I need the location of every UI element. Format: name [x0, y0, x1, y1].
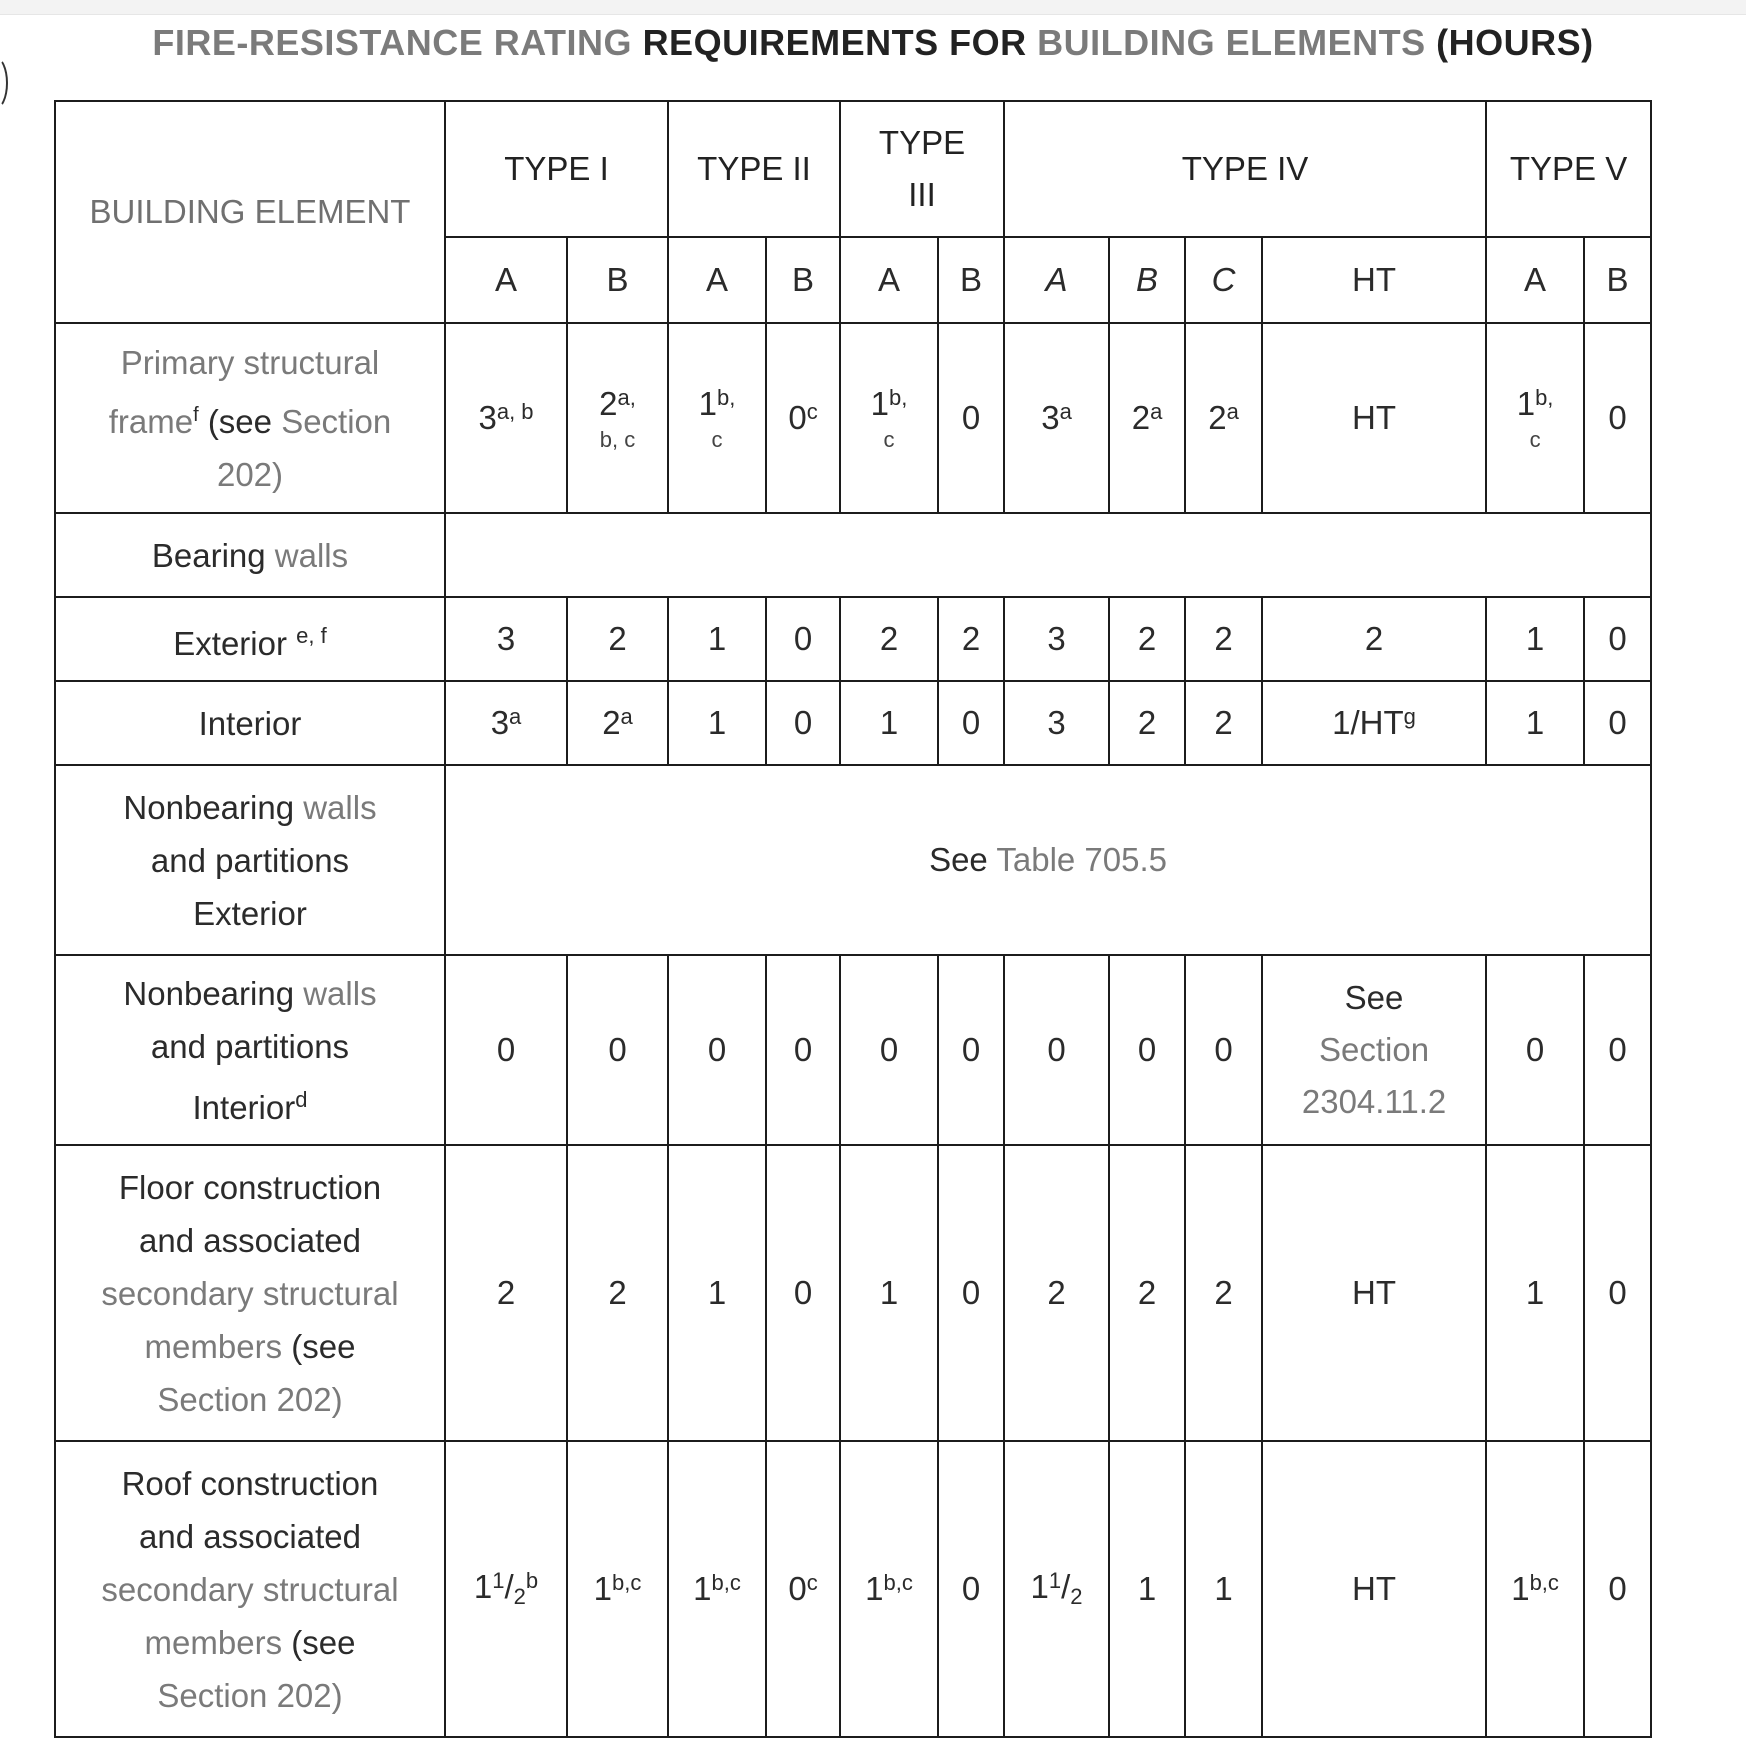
- row-exterior: [55, 597, 1651, 681]
- rating-cell: [1486, 681, 1584, 765]
- rating-cell: 0: [668, 955, 766, 1145]
- rating-cell: [445, 681, 567, 765]
- type-v-header: TYPE V: [1486, 101, 1651, 237]
- rating-cell: [567, 323, 668, 513]
- rating-cell: [840, 681, 938, 765]
- rating-cell: 1: [668, 597, 766, 681]
- rating-cell: [1262, 1441, 1486, 1737]
- rating-number: 1: [870, 384, 890, 422]
- table-reference-link[interactable]: Table 705.5: [996, 841, 1167, 878]
- row-label: [55, 955, 445, 1145]
- rating-cell: 1: [1486, 597, 1584, 681]
- rating-cell: 2: [840, 597, 938, 681]
- rating-cell: [567, 1441, 668, 1737]
- page-title: [0, 22, 1746, 64]
- rating-value: [1047, 702, 1065, 745]
- rating-number: 1: [1137, 1569, 1157, 1607]
- rating-value: [1031, 1566, 1083, 1612]
- rating-cell: [567, 681, 668, 765]
- rating-cell: [1584, 681, 1651, 765]
- rating-value: [1608, 702, 1626, 745]
- rating-value: [788, 397, 817, 440]
- rating-cell: 0: [567, 955, 668, 1145]
- rating-cell: 2: [445, 1145, 567, 1441]
- footnote-mark: c: [806, 1569, 818, 1595]
- rating-value: [1214, 702, 1232, 745]
- rating-cell: 2: [567, 597, 668, 681]
- section-number-link[interactable]: 2304.11.2: [1301, 1083, 1447, 1120]
- rating-cell: 1: [1486, 1145, 1584, 1441]
- sub-header: A: [840, 237, 938, 323]
- footnote-mark: b: [525, 1568, 539, 1594]
- type-iii-header: [840, 101, 1004, 237]
- rating-number: 2: [1208, 398, 1227, 436]
- rating-number: 0: [1608, 398, 1627, 436]
- rating-cell: [1262, 323, 1486, 513]
- rating-cell: 0: [1109, 955, 1185, 1145]
- sub-header: A: [1004, 237, 1109, 323]
- label-text: Primary structural: [120, 343, 380, 381]
- rating-value: [491, 702, 522, 745]
- section-link[interactable]: Section: [1319, 1031, 1430, 1068]
- rating-value: [1138, 702, 1156, 745]
- footnote-mark: b,: [889, 384, 908, 410]
- sub-header: B: [1584, 237, 1651, 323]
- rating-value: [1132, 397, 1163, 440]
- footnote-mark: b,c: [1529, 1569, 1559, 1595]
- rating-value: [962, 397, 980, 440]
- row-label: [55, 765, 445, 955]
- row-interior: [55, 681, 1651, 765]
- rating-cell: HT: [1262, 1145, 1486, 1441]
- title-part-4: (HOURS): [1436, 22, 1594, 63]
- label-text: Section: [281, 402, 392, 440]
- label-text: (see: [291, 1327, 356, 1365]
- rating-number: 0: [1608, 703, 1627, 741]
- rating-cell: [1109, 323, 1185, 513]
- title-part-3: BUILDING ELEMENTS: [1037, 22, 1426, 63]
- footnote-mark: 1: [492, 1568, 505, 1594]
- row-label: [55, 323, 445, 513]
- rating-number: 1: [1511, 1569, 1530, 1607]
- rating-value: [1332, 702, 1416, 745]
- rating-number: 0: [961, 703, 981, 741]
- footnote-mark: a: [1059, 398, 1072, 424]
- rating-value: [474, 1566, 538, 1612]
- footnote-mark: e, f: [296, 622, 327, 648]
- row-label: [55, 1441, 445, 1737]
- rating-cell: 2: [1004, 1145, 1109, 1441]
- rating-cell: 0: [938, 1145, 1004, 1441]
- rating-cell: 0: [445, 955, 567, 1145]
- rating-cell: [1584, 1441, 1651, 1737]
- sub-header: B: [1109, 237, 1185, 323]
- rating-value: [1517, 383, 1554, 426]
- footnote-mark: a: [509, 703, 522, 729]
- rating-number: 2: [599, 384, 618, 422]
- rating-value: [1608, 397, 1626, 440]
- label-text: Interior: [198, 704, 302, 742]
- rating-cell: 3: [445, 597, 567, 681]
- rating-cell: [1004, 1441, 1109, 1737]
- type-ii-header: TYPE II: [668, 101, 840, 237]
- section-link[interactable]: Section 202): [157, 1380, 343, 1418]
- rating-cell: [1185, 1441, 1262, 1737]
- row-bearing-walls: [55, 513, 1651, 597]
- rating-number: 1/HT: [1332, 703, 1404, 741]
- rating-number: 3: [490, 703, 510, 741]
- label-text: Bearing: [151, 536, 266, 574]
- rating-cell: 1: [840, 1145, 938, 1441]
- rating-cell: 2: [1185, 597, 1262, 681]
- rating-cell: [1004, 681, 1109, 765]
- rating-value: [1352, 397, 1396, 440]
- rating-cell: 0: [766, 955, 840, 1145]
- edge-artifact: [0, 56, 8, 110]
- footnote-continuation: c: [711, 427, 723, 453]
- rating-value: [962, 1568, 980, 1611]
- rating-value: [794, 702, 812, 745]
- row-floor-construction: [55, 1145, 1651, 1441]
- label-text: Nonbearing: [123, 974, 295, 1012]
- footnote-mark: c: [806, 398, 818, 424]
- sub-header: A: [668, 237, 766, 323]
- rating-number: 0: [788, 1569, 807, 1607]
- label-text: Interior: [192, 1088, 296, 1126]
- footnote-continuation: c: [883, 427, 895, 453]
- rating-cell: 2: [567, 1145, 668, 1441]
- rating-value: [962, 702, 980, 745]
- see-text: See: [1344, 979, 1404, 1016]
- fraction-slash: /: [1061, 1568, 1071, 1606]
- label-text: 202): [216, 455, 284, 493]
- title-part-1: FIRE-RESISTANCE RATING: [152, 22, 633, 63]
- row-label: [55, 681, 445, 765]
- type-iv-header: TYPE IV: [1004, 101, 1486, 237]
- sub-header: B: [938, 237, 1004, 323]
- rating-number: 1: [693, 1569, 712, 1607]
- rating-cell: 2: [1262, 597, 1486, 681]
- rating-cell: [668, 1441, 766, 1737]
- rating-cell: [766, 323, 840, 513]
- rating-number: 0: [961, 398, 981, 436]
- rating-number: 3: [1041, 398, 1060, 436]
- rating-number: HT: [1352, 398, 1397, 436]
- label-text: (see: [207, 402, 273, 440]
- rating-number: 1: [1525, 703, 1545, 741]
- rating-cell: [1004, 323, 1109, 513]
- sub-header: A: [445, 237, 567, 323]
- see-text: See: [929, 841, 988, 878]
- label-text: secondary structural: [101, 1570, 399, 1608]
- rating-number: 1: [473, 1568, 493, 1606]
- row-nonbearing-interior: [55, 955, 1651, 1145]
- footnote-mark: a: [620, 703, 633, 729]
- rating-cell: [668, 681, 766, 765]
- type-iii-text: TYPE III: [878, 124, 966, 213]
- label-text: secondary structural: [101, 1274, 399, 1312]
- label-text: members: [144, 1327, 283, 1365]
- sub-header: HT: [1262, 237, 1486, 323]
- section-link[interactable]: Section 202): [157, 1676, 343, 1714]
- label-text: and partitions: [150, 841, 350, 879]
- rating-cell: 2: [1109, 1145, 1185, 1441]
- rating-number: 2: [1131, 398, 1151, 436]
- label-text: and associated: [139, 1221, 361, 1259]
- rating-cell: 0: [1004, 955, 1109, 1145]
- building-element-header: BUILDING ELEMENT: [55, 101, 445, 323]
- rating-cell: 2: [1185, 1145, 1262, 1441]
- rating-number: 0: [793, 703, 813, 741]
- fire-resistance-table: [54, 100, 1652, 1738]
- rating-cell: [766, 1441, 840, 1737]
- rating-cell: 2: [1109, 597, 1185, 681]
- rating-cell: [766, 681, 840, 765]
- label-text: and partitions: [150, 1027, 350, 1065]
- rating-number: 3: [478, 398, 497, 436]
- rating-cell: [1262, 681, 1486, 765]
- footnote-mark: a,: [617, 384, 636, 410]
- footnote-mark: b,c: [711, 1569, 741, 1595]
- rating-cell: [840, 323, 938, 513]
- row-label: [55, 513, 445, 597]
- rating-value: [699, 383, 736, 426]
- rating-value: [1352, 1568, 1396, 1611]
- rating-cell: 3: [1004, 597, 1109, 681]
- fraction-denominator: 2: [1070, 1584, 1083, 1610]
- rating-value: [865, 1568, 913, 1611]
- rating-cell: 0: [1486, 955, 1584, 1145]
- rating-number: HT: [1352, 1569, 1397, 1607]
- row-nonbearing-exterior: [55, 765, 1651, 955]
- label-text: Roof construction: [121, 1464, 379, 1502]
- rating-value: [1526, 702, 1544, 745]
- rating-value: [478, 397, 533, 440]
- rating-value: [880, 702, 898, 745]
- rating-value: [1511, 1568, 1559, 1611]
- rating-number: 1: [1214, 1569, 1233, 1607]
- row-roof-construction: [55, 1441, 1651, 1737]
- label-text: walls: [303, 974, 377, 1012]
- type-i-header: TYPE I: [445, 101, 668, 237]
- footnote-mark: 1: [1048, 1568, 1062, 1594]
- rating-number: 2: [602, 703, 621, 741]
- rating-cell: [1185, 323, 1262, 513]
- sub-header: C: [1185, 237, 1262, 323]
- label-text: Floor construction: [118, 1168, 382, 1206]
- footnote-mark: b,c: [612, 1569, 642, 1595]
- rating-number: 0: [1608, 1569, 1627, 1607]
- rating-value: [708, 702, 726, 745]
- rating-cell: 0: [1584, 597, 1651, 681]
- label-text: walls: [274, 536, 349, 574]
- rating-number: 0: [788, 398, 807, 436]
- footnote-mark: a: [1150, 398, 1163, 424]
- rating-number: 1: [1030, 1568, 1049, 1606]
- rating-value: [1214, 1568, 1232, 1611]
- rating-number: 1: [593, 1569, 612, 1607]
- row-label: [55, 597, 445, 681]
- rating-cell: [1486, 323, 1584, 513]
- sub-header: B: [567, 237, 668, 323]
- rating-cell: [938, 1441, 1004, 1737]
- rating-cell: 0: [766, 597, 840, 681]
- rating-cell: 0: [938, 955, 1004, 1145]
- header-row-types: [55, 101, 1651, 237]
- footnote-mark: f: [193, 403, 199, 426]
- rating-cell: 0: [766, 1145, 840, 1441]
- rating-cell: 0: [1584, 1145, 1651, 1441]
- fraction-denominator: 2: [513, 1584, 526, 1610]
- footnote-mark: a, b: [496, 398, 534, 424]
- rating-number: 0: [961, 1569, 981, 1607]
- rating-cell: [938, 681, 1004, 765]
- rating-number: 1: [1516, 384, 1536, 422]
- top-bar: [0, 0, 1746, 15]
- rating-cell: 0: [1185, 955, 1262, 1145]
- rating-cell: [1109, 681, 1185, 765]
- label-text: Exterior: [193, 894, 307, 932]
- rating-cell: 2: [938, 597, 1004, 681]
- label-text: frame: [108, 402, 194, 440]
- rating-value: [602, 702, 633, 745]
- see-section-cell: [1262, 955, 1486, 1145]
- rating-number: 2: [1214, 703, 1233, 741]
- rating-value: [1208, 397, 1239, 440]
- rating-value: [871, 383, 908, 426]
- footnote-mark: b,: [717, 384, 736, 410]
- row-label: [55, 1145, 445, 1441]
- rating-value: [1138, 1568, 1156, 1611]
- rating-value: [1041, 397, 1072, 440]
- rating-number: 2: [1137, 703, 1157, 741]
- rating-value: [594, 1568, 642, 1611]
- label-text: Exterior: [173, 624, 287, 662]
- rating-number: 1: [879, 703, 899, 741]
- sub-header: B: [766, 237, 840, 323]
- footnote-mark: b,: [1535, 384, 1554, 410]
- label-text: and associated: [139, 1517, 361, 1555]
- rating-value: [693, 1568, 741, 1611]
- rating-cell: [1584, 323, 1651, 513]
- footnote-mark: b,c: [883, 1569, 913, 1595]
- rating-cell: 0: [1584, 955, 1651, 1145]
- fraction-slash: /: [504, 1568, 514, 1606]
- footnote-continuation: b, c: [599, 427, 636, 453]
- rating-cell: [668, 323, 766, 513]
- rating-number: 3: [1047, 703, 1066, 741]
- footnote-mark: g: [1403, 703, 1416, 729]
- label-text: Nonbearing: [123, 788, 295, 826]
- footnote-mark: a: [1226, 398, 1239, 424]
- rating-value: [599, 383, 636, 426]
- title-part-2: REQUIREMENTS FOR: [642, 22, 1027, 63]
- footnote-mark: d: [295, 1086, 308, 1112]
- rating-cell: [1486, 1441, 1584, 1737]
- row-primary-structural-frame: [55, 323, 1651, 513]
- footnote-continuation: c: [1529, 427, 1541, 453]
- see-table-cell: [445, 765, 1651, 955]
- rating-cell: [445, 1441, 567, 1737]
- rating-value: [1608, 1568, 1626, 1611]
- label-text: (see: [291, 1623, 356, 1661]
- rating-cell: [938, 323, 1004, 513]
- rating-number: 1: [707, 703, 727, 741]
- rating-number: 1: [698, 384, 717, 422]
- rating-cell: [1185, 681, 1262, 765]
- rating-cell: [840, 1441, 938, 1737]
- rating-number: 1: [865, 1569, 884, 1607]
- label-text: walls: [303, 788, 377, 826]
- label-text: members: [144, 1623, 283, 1661]
- rating-value: [788, 1568, 817, 1611]
- rating-cell: [1109, 1441, 1185, 1737]
- sub-header: A: [1486, 237, 1584, 323]
- rating-cell: 0: [840, 955, 938, 1145]
- empty-cell: [445, 513, 1651, 597]
- rating-cell: 1: [668, 1145, 766, 1441]
- rating-cell: [445, 323, 567, 513]
